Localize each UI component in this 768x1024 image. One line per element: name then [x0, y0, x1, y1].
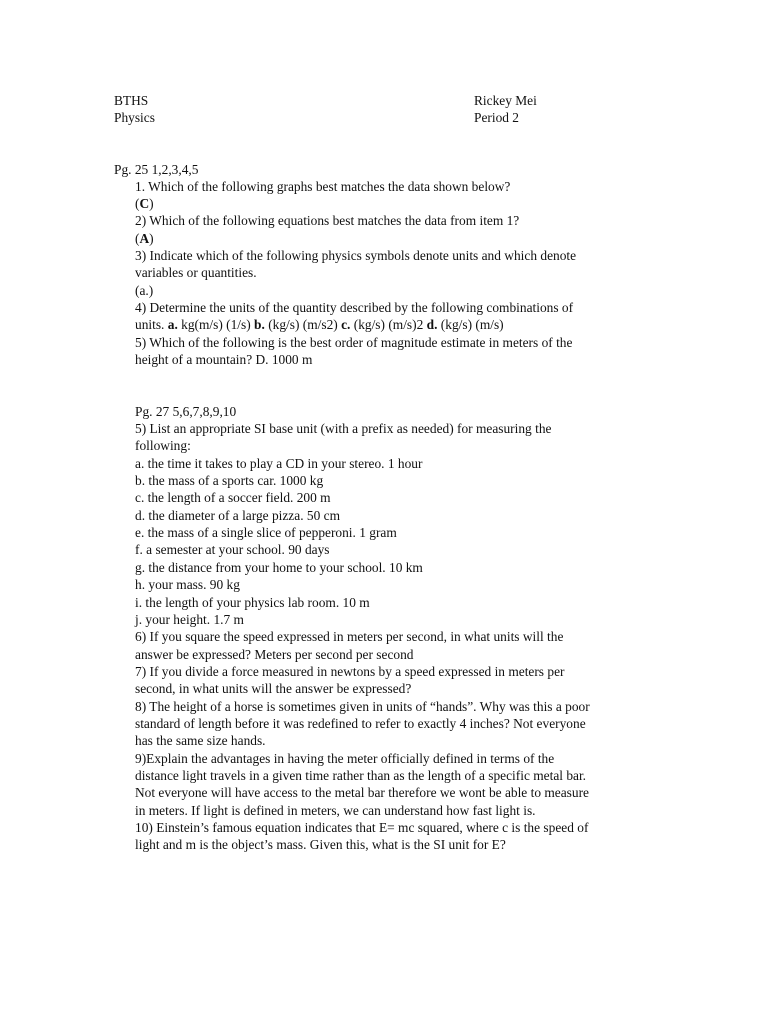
q8-text-line2: standard of length before it was redefined to refer to exactly 4 inches? Not everyone	[135, 716, 586, 731]
q1-text: 1. Which of the following graphs best matches the data shown below?	[135, 179, 511, 194]
list-item: c. the length of a soccer field. 200 m	[135, 490, 331, 505]
q3-text-line1: 3) Indicate which of the following physics symbols denote units and which denote	[135, 248, 577, 263]
q2-text: 2) Which of the following equations best matches the data from item 1?	[135, 213, 520, 228]
q9-text-line2: distance light travels in a given time rather than as the length of a specific metal bar.	[135, 768, 587, 783]
q10-text-line1: 10) Einstein’s famous equation indicates that E= mc squared, where c is the speed of	[135, 820, 589, 835]
q9-text-line4: in meters. If light is defined in meters, we can understand how fast light is.	[135, 803, 536, 818]
q8-text-line3: has the same size hands.	[135, 733, 266, 748]
subject-name: Physics	[114, 110, 155, 125]
q1-answer: (C)	[135, 196, 154, 211]
list-item: h. your mass. 90 kg	[135, 577, 240, 592]
q8-text-line1: 8) The height of a horse is sometimes given in units of “hands”. Why was this a poor	[135, 699, 590, 714]
q4-text-line2: units. a. kg(m/s) (1/s) b. (kg/s) (m/s2) c. (kg/s) (m/s)2 d. (kg/s) (m/s)	[135, 317, 504, 332]
q3-text-line2: variables or quantities.	[135, 265, 257, 280]
q5-text-line1: 5) Which of the following is the best order of magnitude estimate in meters of the	[135, 335, 573, 350]
q2-answer: (A)	[135, 231, 154, 246]
list-item: a. the time it takes to play a CD in your stereo. 1 hour	[135, 456, 423, 471]
school-name: BTHS	[114, 93, 149, 108]
q3-answer: (a.)	[135, 283, 154, 298]
q4-text-line1: 4) Determine the units of the quantity described by the following combinations of	[135, 300, 574, 315]
list-item: i. the length of your physics lab room. 10 m	[135, 595, 370, 610]
list-item: e. the mass of a single slice of pepperoni. 1 gram	[135, 525, 397, 540]
q6-text-line1: 6) If you square the speed expressed in meters per second, in what units will the	[135, 629, 564, 644]
list-item: g. the distance from your home to your school. 10 km	[135, 560, 423, 575]
q7-text-line1: 7) If you divide a force measured in newtons by a speed expressed in meters per	[135, 664, 565, 679]
list-item: f. a semester at your school. 90 days	[135, 542, 330, 557]
s2-q5-text-line1: 5) List an appropriate SI base unit (with a prefix as needed) for measuring the	[135, 421, 552, 436]
q9-text-line3: Not everyone will have access to the metal bar therefore we wont be able to measure	[135, 785, 589, 800]
list-item: b. the mass of a sports car. 1000 kg	[135, 473, 324, 488]
list-item: d. the diameter of a large pizza. 50 cm	[135, 508, 340, 523]
list-item: j. your height. 1.7 m	[135, 612, 244, 627]
class-period: Period 2	[474, 110, 520, 125]
q7-text-line2: second, in what units will the answer be expressed?	[135, 681, 412, 696]
s2-q5-text-line2: following:	[135, 438, 191, 453]
section2-heading: Pg. 27 5,6,7,8,9,10	[135, 404, 237, 419]
q6-text-line2: answer be expressed? Meters per second per second	[135, 647, 414, 662]
section1-heading: Pg. 25 1,2,3,4,5	[114, 162, 199, 177]
q9-text-line1: 9)Explain the advantages in having the meter officially defined in terms of the	[135, 751, 555, 766]
q5-text-line2: height of a mountain? D. 1000 m	[135, 352, 313, 367]
q10-text-line2: light and m is the object’s mass. Given this, what is the SI unit for E?	[135, 837, 506, 852]
student-name: Rickey Mei	[474, 93, 537, 108]
